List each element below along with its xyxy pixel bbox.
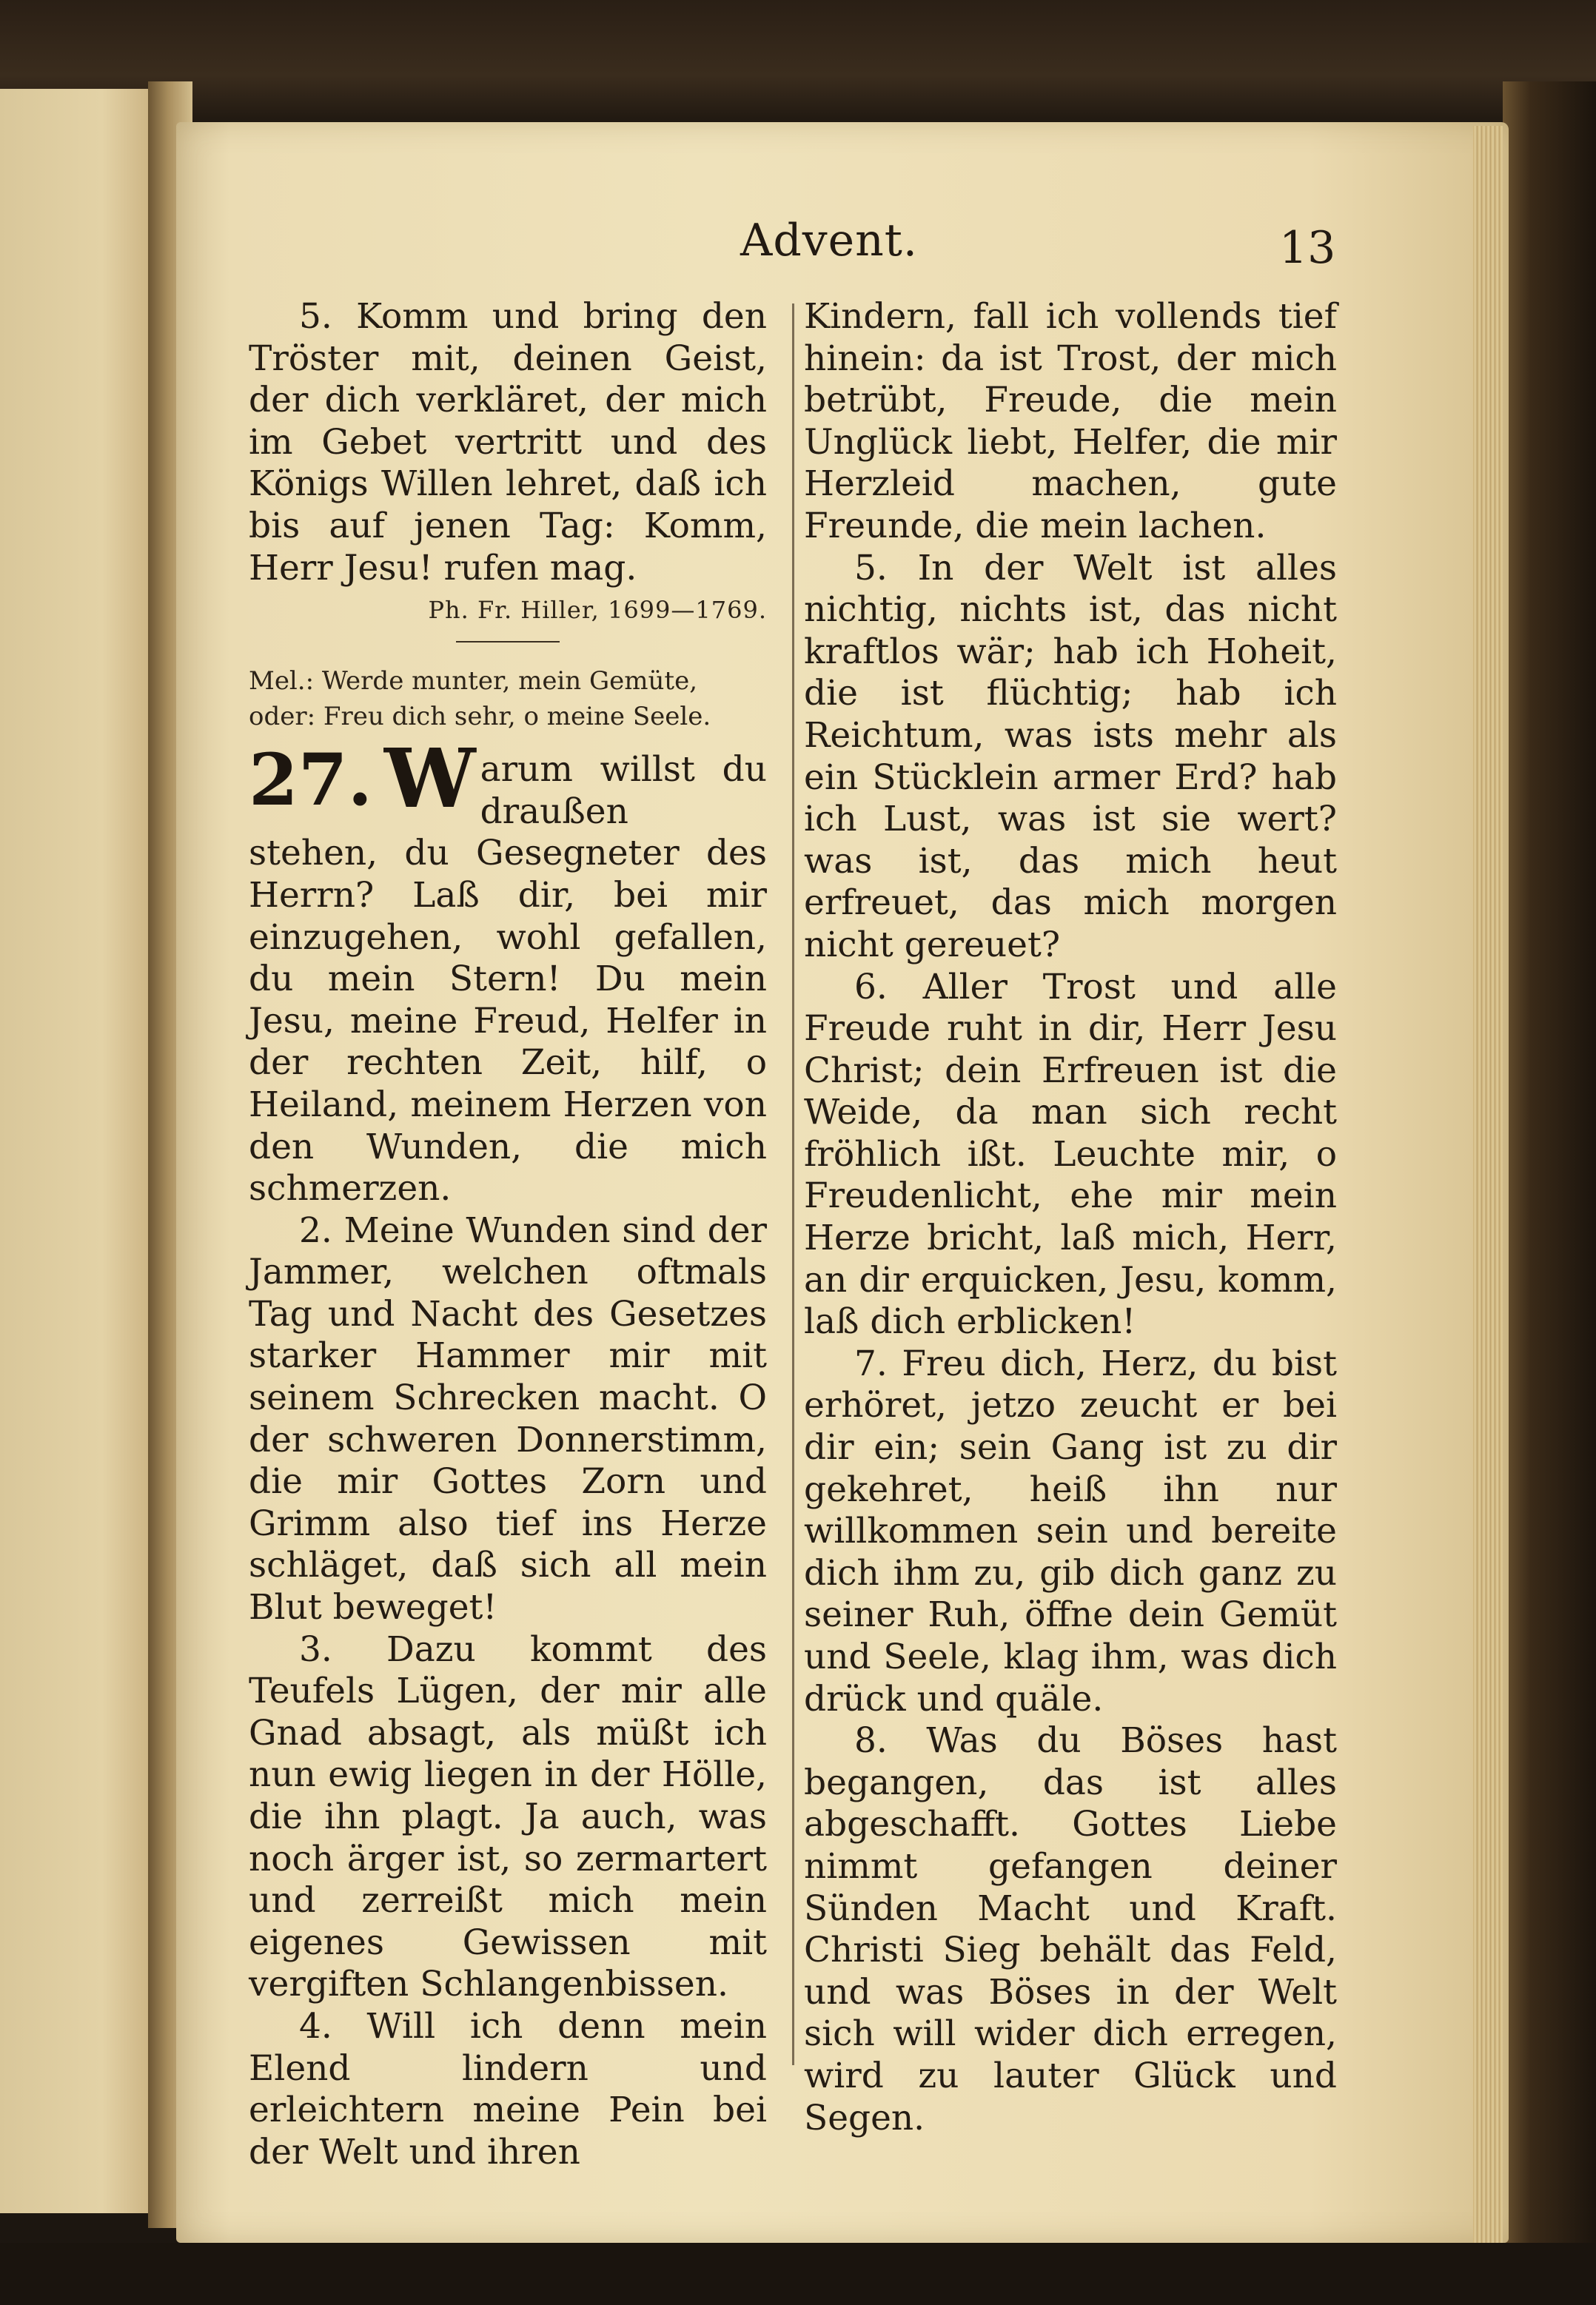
page-edges: [1473, 126, 1503, 2243]
verse-6: 6. Aller Trost und alle Freude ruht in dir, Herr Jesu Christ; dein Erfreuen ist die Weide, da man sich recht fröhlich ißt. Leuchte mir, o Freudenlicht, ehe mir mein Herze bricht, laß mich, Herr, an dir erquicken, Jesu, komm, laß dich erblicken!: [804, 966, 1337, 1343]
melody-note: [249, 663, 767, 734]
hymn-number: 27.: [249, 738, 373, 822]
hymn-separator: [456, 641, 560, 642]
author-attribution: Ph. Fr. Hiller, 1699—1769.: [428, 596, 767, 625]
running-head: Advent.: [740, 215, 918, 266]
book-cover-top: [0, 0, 1596, 126]
verse-4: 4. Will ich denn mein Elend lindern und erleichtern meine Pein bei der Welt und ihren: [249, 2005, 767, 2173]
verse-5: 5. In der Welt ist alles nichtig, nichts ist, das nicht kraftlos wär; hab ich Hoheit, die ist flüchtig; hab ich Reichtum, was ists mehr als ein Stücklein armer Erd? hab ich Lust, was ist sie wert? was ist, das mich heut erfreuet, das mich morgen nicht gereuet?: [804, 547, 1337, 965]
melody-line-1: Mel.: Werde munter, mein Gemüte,: [249, 666, 698, 697]
hymn-verse-1-text: arum willst du draußen stehen, du Gesegneter des Herrn? Laß dir, bei mir einzugehen, wohl gefallen, du mein Stern! Du mein Jesu, meine Freud, Helfer in der rechten Zeit, hilf, o Heiland, meinem Herzen von den Wunden, die mich schmerzen.: [249, 749, 767, 1209]
column-divider: [792, 303, 794, 2065]
verse-4-continued: Kindern, fall ich vollends tief hinein: da ist Trost, der mich betrübt, Freude, die mein Unglück liebt, Helfer, die mir Herzleid machen, gute Freunde, die mein lachen.: [804, 296, 1337, 546]
right-column: [804, 296, 1337, 2139]
left-page: [0, 89, 170, 2213]
drop-cap: W: [384, 731, 476, 827]
book-cover-right: [1503, 81, 1596, 2305]
verse-5-prev-hymn: 5. Komm und bring den Tröster mit, deinen Geist, der dich verkläret, der mich im Gebet vertritt und des Königs Willen lehret, daß ich bis auf jenen Tag: Komm, Herr Jesu! rufen mag.: [249, 296, 767, 588]
verse-3: 3. Dazu kommt des Teufels Lügen, der mir alle Gnad absagt, als müßt ich nun ewig liegen in der Hölle, die ihn plagt. Ja auch, was noch ärger ist, so zermartert und zerreißt mich mein eigenes Gewissen mit vergiften Schlangenbissen.: [249, 1628, 767, 2005]
left-column: [249, 296, 767, 2173]
verse-8: 8. Was du Böses hast begangen, das ist alles abgeschafft. Gottes Liebe nimmt gefangen deiner Sünden Macht und Kraft. Christi Sieg behält das Feld, und was Böses in der Welt sich will wider dich erregen, wird zu lauter Glück und Segen.: [804, 1720, 1337, 2138]
verse-7: 7. Freu dich, Herz, du bist erhöret, jetzo zeucht er bei dir ein; sein Gang ist zu dir gekehret, heiß ihn nur willkommen sein und bereite dich ihm zu, gib dich ganz zu seiner Ruh, öffne dein Gemüt und Seele, klag ihm, was dich drück und quäle.: [804, 1343, 1337, 1719]
verse-2: 2. Meine Wunden sind der Jammer, welchen oftmals Tag und Nacht des Gesetzes starker Hammer mir mit seinem Schrecken macht. O der schweren Donnerstimm, die mir Gottes Zorn und Grimm also tief ins Herze schläget, daß sich all mein Blut beweget!: [249, 1209, 767, 1628]
hymn-27-verse-1: [249, 731, 767, 1210]
melody-line-2: oder: Freu dich sehr, o meine Seele.: [249, 702, 711, 732]
page-number: 13: [1279, 222, 1336, 274]
background-bottom: [0, 2243, 1596, 2305]
